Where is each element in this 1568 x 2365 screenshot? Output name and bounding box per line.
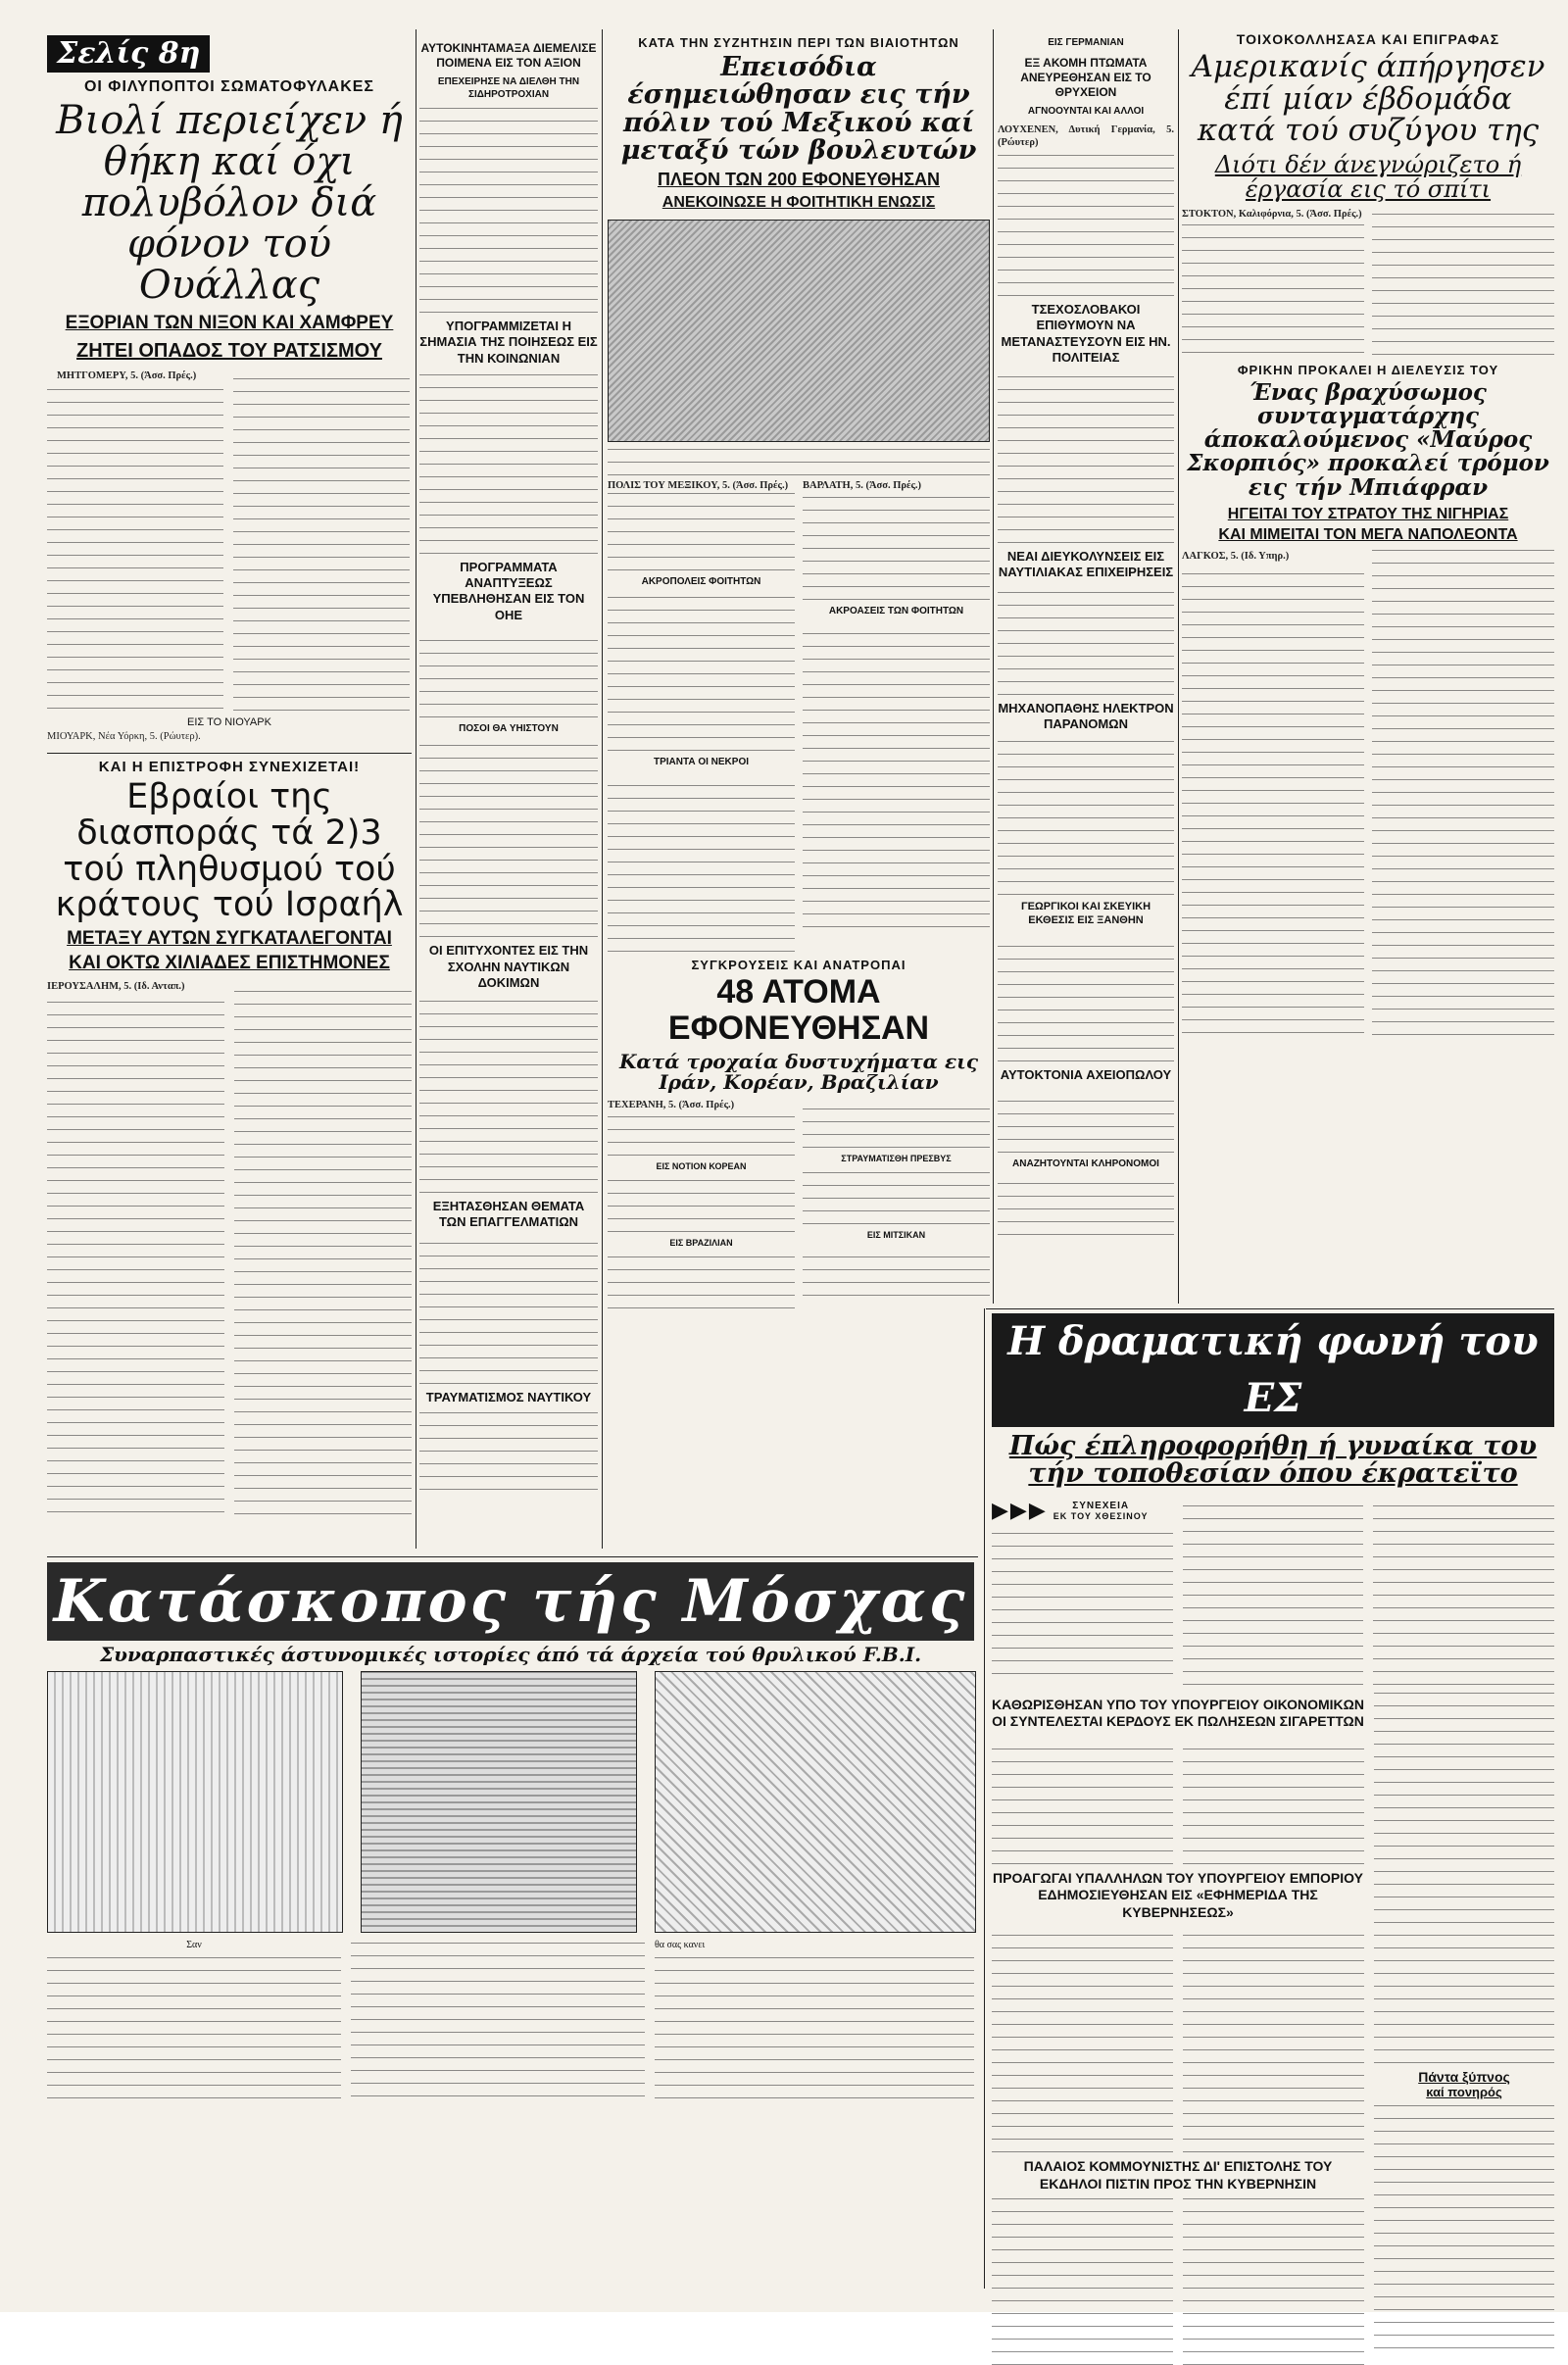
spy-body-3 xyxy=(655,1951,974,2098)
col3-body-7 xyxy=(608,1178,795,1232)
col1-text-b xyxy=(233,370,410,711)
column-2 xyxy=(419,35,598,1490)
col5-kicker: ΤΟΙΧΟΚΟΛΛΗΣΑΣΑ ΚΑΙ ΕΠΙΓΡΑΦΑΣ xyxy=(1236,31,1500,47)
col5-subhead-2b: ΚΑΙ ΜΙΜΕΙΤΑΙ ΤΟΝ ΜΕΓΑ ΝΑΠΟΛΕΟΝΤΑ xyxy=(1218,526,1518,544)
col2-h5: ΟΙ ΕΠΙΤΥΧΟΝΤΕΣ ΕΙΣ ΤΗΝ ΣΧΟΛΗΝ ΝΑΥΤΙΚΩΝ ΔΟΚΙΜΩΝ xyxy=(428,943,589,990)
col3-subhead-2: ΑΝΕΚΟΙΝΩΣΕ Η ΦΟΙΤΗΤΙΚΗ ΕΝΩΣΙΣ xyxy=(662,194,936,212)
spy-illustration-3 xyxy=(655,1671,976,1933)
col3-h-nekroi: ΤΡΙΑΝΤΑ ΟΙ ΝΕΚΡΟΙ xyxy=(653,757,750,768)
israel-dateline: ΙΕΡΟΥΣΑΛΗΜ, 5. (Ιδ. Ανταπ.) xyxy=(47,980,185,992)
col3-body-1 xyxy=(608,492,795,570)
col4-h5: ΓΕΩΡΓΙΚΟΙ ΚΑΙ ΣΚΕΥΙΚΗ ΕΚΘΕΣΙΣ ΕΙΣ ΞΑΝΘΗΝ xyxy=(1020,901,1152,926)
panta-sub: καί πονηρός xyxy=(1426,2084,1502,2099)
israel-subhead-1: ΜΕΤΑΞΥ ΑΥΤΩΝ ΣΥΓΚΑΤΑΛΕΓΟΝΤΑΙ xyxy=(67,928,392,949)
col2-body-2 xyxy=(419,372,598,554)
drama-article xyxy=(992,1313,1554,2365)
col3-h-presvys: ΣΤΡΑΥΜΑΤΙΣΘΗ ΠΡΕΣΒΥΣ xyxy=(841,1153,952,1163)
kathor-body-1 xyxy=(992,1737,1173,1864)
col3-body-11 xyxy=(803,1247,990,1296)
col1-footer-2: ΜΙΟΥΑΡΚ, Νέα Υόρκη, 5. (Ρώυτερ). xyxy=(47,730,201,742)
col1-body-lines-b xyxy=(233,370,410,711)
col1-text-a xyxy=(47,370,223,711)
col2-h7: ΤΡΑΥΜΑΤΙΣΜΟΣ ΝΑΥΤΙΚΟΥ xyxy=(425,1389,592,1404)
col4-h2: ΤΣΕΧΟΣΛΟΒΑΚΟΙ ΕΠΙΘΥΜΟΥΝ ΝΑ ΜΕΤΑΝΑΣΤΕΥΣΟΥΝ ΕΙΣ ΗΝ. ΠΟΛΙΤΕΙΑΣ xyxy=(1001,302,1171,365)
col3-dateline-3: ΤΕΧΕΡΑΝΗ, 5. (Άσσ. Πρές.) xyxy=(608,1099,735,1110)
col4-body-2 xyxy=(998,371,1174,543)
col4-body-5 xyxy=(998,934,1174,1061)
col3-dateline-1: ΠΟΛΙΣ ΤΟΥ ΜΕΞΙΚΟΥ, 5. (Άσσ. Πρές.) xyxy=(608,479,789,491)
drama-sub: Πώς έπληροφορήθη ή γυναίκα του τήν τοποθεσίαν όπου έκρατεϊτο xyxy=(1008,1431,1538,1490)
column-4 xyxy=(998,31,1174,1235)
col3-kicker: ΚΑΤΑ ΤΗΝ ΣΥΖΗΤΗΣΙΝ ΠΕΡΙ ΤΩΝ ΒΙΑΙΟΤΗΤΩΝ xyxy=(638,35,959,50)
drama-body-1 xyxy=(992,1527,1173,1674)
col3-h-korea: ΕΙΣ ΝΟΤΙΟΝ ΚΟΡΕΑΝ xyxy=(656,1160,747,1171)
right-h-proag: ΠΡΟΑΓΩΓΑΙ ΥΠΑΛΛΗΛΩΝ ΤΟΥ ΥΠΟΥΡΓΕΙΟΥ ΕΜΠΟΡΙΟΥ ΕΔΗΜΟΣΙΕΥΘΗΣΑΝ ΕΙΣ «ΕΦΗΜΕΡΙΔΑ ΤΗΣ ΚΥΒΕΡΝΗΣΕΩΣ» xyxy=(993,1869,1363,1920)
drama-body-4 xyxy=(1374,1691,1554,2063)
col3-h-mitsikas: ΕΙΣ ΜΙΤΣΙΚΑΝ xyxy=(866,1229,926,1240)
panta-title: Πάντα ξύπνος xyxy=(1418,2068,1510,2085)
spy-caption-2: θα σας κανει xyxy=(655,1940,706,1950)
col2-body-7 xyxy=(419,1411,598,1490)
col3-sub-big: Κατά τροχαία δυστυχήματα εις Ιράν, Κορέαν, Βραζιλίαν xyxy=(618,1049,979,1094)
proag-body-1 xyxy=(992,1927,1173,2152)
spy-body-1 xyxy=(47,1951,341,2098)
section-rule xyxy=(47,1556,978,1557)
col5-body-4 xyxy=(1372,550,1554,1035)
col3-caption xyxy=(608,446,990,475)
series-label: ΣΥΝΕΧΕΙΑ xyxy=(1072,1500,1130,1511)
col2-sub: ΕΠΕΧΕΙΡΗΣΕ ΝΑ ΔΙΕΛΘΗ ΤΗΝ ΣΙΔΗΡΟΤΡΟΧΙΑΝ xyxy=(437,76,580,100)
col1-subhead-2: ΖΗΤΕΙ ΟΠΑΔΟΣ ΤΟΥ ΡΑΤΣΙΣΜΟΥ xyxy=(76,339,382,362)
israel-body-2 xyxy=(234,980,412,1514)
col3-subhead-1: ΠΛΕΟΝ ΤΩΝ 200 ΕΦΟΝΕΥΘΗΣΑΝ xyxy=(657,170,941,190)
right-h-palaioi: ΠΑΛΑΙΟΣ ΚΟΜΜΟΥΝΙΣΤΗΣ ΔΙ' ΕΠΙΣΤΟΛΗΣ ΤΟΥ ΕΚΔΗΛΟΙ ΠΙΣΤΙΝ ΠΡΟΣ ΤΗΝ ΚΥΒΕΡΝΗΣΙΝ xyxy=(1023,2158,1333,2192)
col3-body-4 xyxy=(803,492,990,600)
col4-kicker: ΕΙΣ ΓΕΡΜΑΝΙΑΝ xyxy=(1048,37,1124,48)
col2-h4: ΠΟΣΟΙ ΘΑ ΥΗΙΣΤΟΥΝ xyxy=(459,722,559,734)
israel-kicker: ΚΑΙ Η ΕΠΙΣΤΡΟΦΗ ΣΥΝΕΧΙΖΕΤΑΙ! xyxy=(98,759,361,775)
palaioi-body-1 xyxy=(992,2198,1173,2365)
col3-h-brazil: ΕΙΣ ΒΡΑΖΙΛΙΑΝ xyxy=(669,1237,733,1248)
col2-body-1 xyxy=(419,107,598,313)
col5-subhead: Διότι δέν άνεγνώριζετο ή έργασία εις τό σπίτι xyxy=(1214,150,1522,203)
column-5 xyxy=(1182,31,1554,1035)
col4-headline: ΕΞ ΑΚΟΜΗ ΠΤΩΜΑΤΑ ΑΝΕΥΡΕΘΗΣΑΝ ΕΙΣ ΤΟ ΘΡΥΧΕΙΟΝ xyxy=(1020,55,1152,99)
col4-body-1 xyxy=(998,149,1174,296)
col5-subhead-2a: ΗΓΕΙΤΑΙ ΤΟΥ ΣΤΡΑΤΟΥ ΤΗΣ ΝΙΓΗΡΙΑΣ xyxy=(1227,505,1509,522)
col3-h-sygkrouseis: ΣΥΓΚΡΟΥΣΕΙΣ ΚΑΙ ΑΝΑΤΡΟΠΑΙ xyxy=(691,957,906,972)
col5-headline: Αμερικανίς άπήργησεν έπί μίαν έβδομάδα κατά τού συζύγου της xyxy=(1191,49,1545,149)
col1-dateline: ΜΗΤΓΟΜΕΡΥ, 5. (Άσσ. Πρές.) xyxy=(57,370,197,381)
col3-big-headline: 48 ΑΤΟΜΑ ΕΦΟΝΕΥΘΗΣΑΝ xyxy=(667,972,930,1048)
col4-h6: ΑΥΤΟΚΤΟΝΙΑ ΑΧΕΙΟΠΩΛΟΥ xyxy=(1000,1066,1172,1082)
col3-h-akolo: ΑΚΡΟΠΟΛΕΙΣ ΦΟΙΤΗΤΩΝ xyxy=(641,575,761,587)
col3-body-3 xyxy=(608,775,795,952)
proag-body-2 xyxy=(1183,1927,1364,2152)
col3-dateline-2: ΒΑΡΛΑΤΗ, 5. (Άσσ. Πρές.) xyxy=(803,479,922,491)
column-rule xyxy=(984,1308,985,2289)
spy-illustration-1 xyxy=(47,1671,343,1933)
col5-body-1 xyxy=(1182,221,1364,353)
column-3 xyxy=(608,35,990,1308)
col4-h7: ΑΝΑΖΗΤΟΥΝΤΑΙ ΚΛΗΡΟΝΟΜΟΙ xyxy=(1012,1158,1159,1169)
col4-body-4 xyxy=(998,738,1174,895)
col2-h3: ΠΡΟΓΡΑΜΜΑΤΑ ΑΝΑΠΤΥΞΕΩΣ ΥΠΕΒΛΗΘΗΣΑΝ ΕΙΣ ΤΟΝ ΟΗΕ xyxy=(432,559,585,622)
col1-footer: ΕΙΣ ΤΟ ΝΙΟΥΑΡΚ xyxy=(187,715,271,728)
col2-body-5 xyxy=(419,997,598,1193)
section-rule xyxy=(47,753,412,754)
col2-h6: ΕΞΗΤΑΣΘΗΣΑΝ ΘΕΜΑΤΑ ΤΩΝ ΕΠΑΓΓΕΛΜΑΤΙΩΝ xyxy=(432,1199,585,1230)
col3-body-9 xyxy=(803,1099,990,1148)
spy-illustration-2 xyxy=(361,1671,637,1933)
israel-article xyxy=(47,759,412,1514)
col5-headline-2: Ένας βραχύσωμος συνταγματάρχης άποκαλούμενος «Μαύρος Σκορπιός» προκαλεί τρόμον εις τήν Μπιάφραν xyxy=(1187,379,1549,501)
spy-sub: Συναρπαστικές άστυνομικές ιστορίες άπό τά άρχεία τού θρυλικού F.B.I. xyxy=(99,1643,922,1666)
col3-h-akolo2: ΑΚΡΟΑΣΕΙΣ ΤΩΝ ΦΟΙΤΗΤΩΝ xyxy=(828,605,964,616)
protest-photo xyxy=(608,220,990,442)
col5-kicker-2: ΦΡΙΚΗΝ ΠΡΟΚΑΛΕΙ Η ΔΙΕΛΕΥΣΙΣ ΤΟΥ xyxy=(1237,363,1499,378)
drama-body-3 xyxy=(1373,1499,1554,1685)
section-rule xyxy=(986,1308,1554,1309)
col4-dateline: ΛΟΥΧΕΝΕΝ, Δυτική Γερμανία, 5. (Ρώυτερ) xyxy=(998,124,1174,148)
col3-body-5 xyxy=(803,623,990,927)
col4-h4: ΜΗΧΑΝΟΠΑΘΗΣ ΗΛΕΚΤΡΟΝ ΠΑΡΑΝΟΜΩΝ xyxy=(998,700,1174,731)
kathor-body-2 xyxy=(1183,1737,1364,1864)
col4-h3: ΝΕΑΙ ΔΙΕΥΚΟΛΥΝΣΕΙΣ ΕΙΣ ΝΑΥΤΙΛΙΑΚΑΣ ΕΠΙΧΕΙΡΗΣΕΙΣ xyxy=(998,549,1174,580)
palaioi-body-2 xyxy=(1183,2198,1364,2365)
col5-body-2 xyxy=(1372,208,1554,355)
col3-body-8 xyxy=(608,1255,795,1308)
right-h-kathor: ΚΑΘΩΡΙΣΘΗΣΑΝ ΥΠΟ ΤΟΥ ΥΠΟΥΡΓΕΙΟΥ ΟΙΚΟΝΟΜΙΚΩΝ ΟΙ ΣΥΝΤΕΛΕΣΤΑΙ ΚΕΡΔΟΥΣ ΕΚ ΠΩΛΗΣΕΩΝ ΣΙΓΑΡΕΤΤΩΝ xyxy=(992,1696,1364,1730)
col2-kicker: ΑΥΤΟΚΙΝΗΤΑΜΑΞΑ ΔΙΕΜΕΛΙΣΕ ΠΟΙΜΕΝΑ ΕΙΣ ΤΟΝ ΑΞΙΟΝ xyxy=(420,41,597,70)
col1-body-lines xyxy=(47,385,223,709)
col4-body-7 xyxy=(998,1176,1174,1235)
col3-headline: Επεισόδια έσημειώθησαν εις τήν πόλιν τού Μεξικού καί μεταξύ τών βουλευτών xyxy=(620,52,977,167)
spy-body-2 xyxy=(351,1940,645,2096)
col2-body-3 xyxy=(419,629,598,717)
col5-body-3 xyxy=(1182,563,1364,1033)
israel-headline: Εβραίοι της διασποράς τά 2)3 τού πληθυσμού τού κράτους τού Ισραήλ xyxy=(55,777,404,925)
drama-body-2 xyxy=(1183,1499,1364,1685)
col4-body-6 xyxy=(998,1089,1174,1153)
israel-subhead-2: ΚΑΙ ΟΚΤΩ ΧΙΛΙΑΔΕΣ ΕΠΙΣΤΗΜΟΝΕΣ xyxy=(69,952,390,973)
page-label: Σελίς 8η xyxy=(47,35,210,73)
col3-body-10 xyxy=(803,1170,990,1224)
column-rule xyxy=(993,29,994,1304)
col3-body-2 xyxy=(608,594,795,751)
spy-series xyxy=(47,1562,974,2098)
col2-h2: ΥΠΟΓΡΑΜΜΙΖΕΤΑΙ Η ΣΗΜΑΣΙΑ ΤΗΣ ΠΟΙΗΣΕΩΣ ΕΙΣ ΤΗΝ ΚΟΙΝΩΝΙΑΝ xyxy=(419,319,598,366)
col3-body-6 xyxy=(608,1111,795,1156)
col4-sub: ΑΓΝΟΟΥΝΤΑΙ ΚΑΙ ΑΛΛΟΙ xyxy=(1027,105,1145,117)
drama-banner: Η δραματική φωνή του ΕΣ xyxy=(992,1313,1554,1427)
col4-body-3 xyxy=(998,587,1174,695)
spy-banner: Κατάσκοπος τής Μόσχας xyxy=(47,1562,974,1641)
series-arrows-icon: ▶▶▶ xyxy=(992,1498,1048,1523)
col1-headline: Βιολί περιείχεν ή θήκη καί όχι πολυβόλον διά φόνον τού Ουάλλας xyxy=(56,98,403,308)
spy-caption-1: Σαν xyxy=(186,1940,202,1950)
col5-dateline: ΣΤΟΚΤΟΝ, Καλιφόρνια, 5. (Άσσ. Πρές.) xyxy=(1182,209,1362,221)
col2-body-4 xyxy=(419,741,598,937)
panta-body xyxy=(1374,2103,1554,2348)
col1-subhead-1: ΕΞΟΡΙΑΝ ΤΩΝ ΝΙΞΟΝ ΚΑΙ ΧΑΜΦΡΕΥ xyxy=(65,313,394,333)
series-label-2: ΕΚ ΤΟΥ ΧΘΕΣΙΝΟΥ xyxy=(1053,1510,1149,1521)
israel-body-1 xyxy=(47,993,224,1512)
column-rule xyxy=(602,29,603,1549)
col2-body-6 xyxy=(419,1237,598,1384)
column-1 xyxy=(47,35,412,743)
col1-kicker: ΟΙ ΦΙΛΥΠΟΠΤΟΙ ΣΩΜΑΤΟΦΥΛΑΚΕΣ xyxy=(83,78,375,95)
col5-dateline-2: ΛΑΓΚΟΣ, 5. (Ιδ. Υπηρ.) xyxy=(1182,550,1290,562)
column-rule xyxy=(1178,29,1179,1304)
